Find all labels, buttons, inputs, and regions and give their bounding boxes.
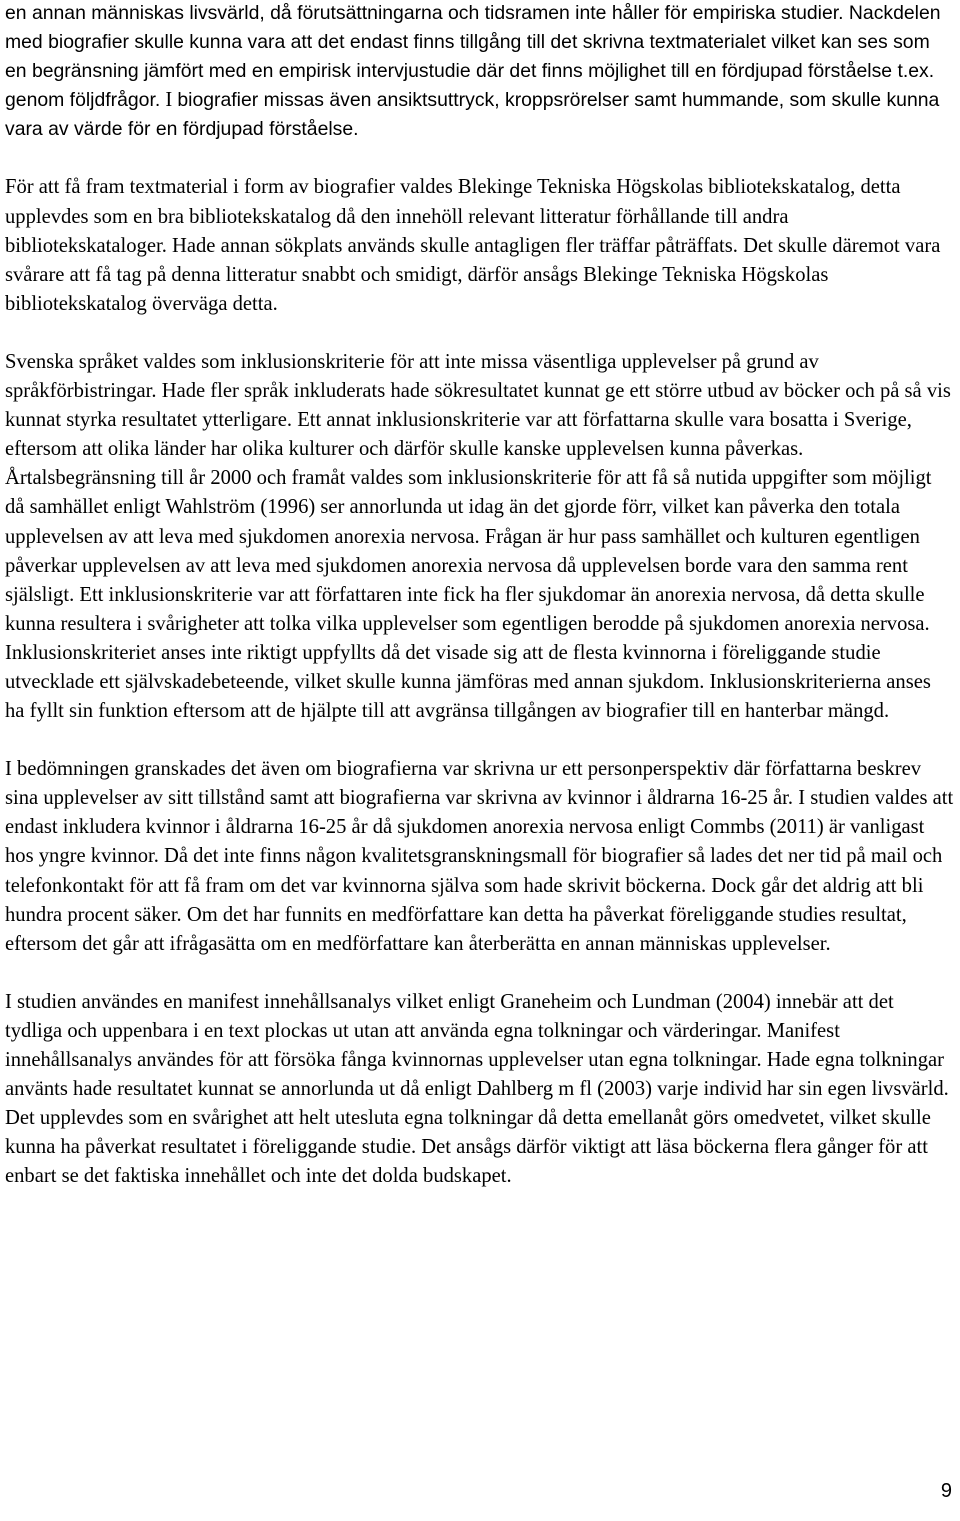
paragraph-1 — [5, 0, 955, 144]
paragraph-5-text: I studien användes en manifest innehållsanalys vilket enligt Graneheim och Lundman (2004) innebär att det tydliga och uppenbara i en text plockas ut utan att använda egna tolkningar och värderingar. Manifest innehållsanalys användes för att försöka fånga kvinnornas upplevelser utan egna tolkningar. Hade egna tolkningar använts hade resultatet kunnat se annorlunda ut då enligt Dahlberg m fl (2003) varje individ har sin egen livsvärld. Det upplevdes som en svårighet att helt utesluta egna tolkningar då detta emellanåt görs omedvetet, vilket skulle kunna ha påverkat resultatet i föreliggande studie. Det ansågs därför viktigt att läsa böckerna flera gånger för att enbart se det faktiska innehållet och inte det dolda budskapet. — [5, 990, 949, 1188]
paragraph-5 — [5, 988, 955, 1192]
paragraph-3 — [5, 348, 955, 726]
paragraph-4-text: I bedömningen granskades det även om biografierna var skrivna ur ett personperspektiv där författarna beskrev sina upplevelser av sitt tillstånd samt att biografierna var skrivna av kvinnor i åldrarna 16-25 år. I studien valdes att endast inkludera kvinnor i åldrarna 16-25 år då sjukdomen anorexia nervosa enligt Commbs (2011) är vanligast hos yngre kvinnor. Då det inte finns någon kvalitetsgranskningsmall för biografier så lades det ner tid på mail och telefonkontakt för att få fram om det var kvinnorna själva som hade skrivit böckerna. Dock går det aldrig att bli hundra procent säker. Om det har funnits en medförfattare kan detta ha påverkat föreliggande studies resultat, eftersom det går att ifrågasätta om en medförfattare kan återberätta en annan människas upplevelser. — [5, 758, 954, 955]
paragraph-2-text: För att få fram textmaterial i form av biografier valdes Blekinge Tekniska Högskolas bibliotekskatalog, detta upplevdes som en bra bibliotekskatalog då den innehöll relevant litteratur förhållande till andra bibliotekskataloger. Hade annan sökplats används skulle antagligen fler träffar påträffats. Det skulle däremot vara svårare att få tag på denna litteratur snabbt och smidigt, därför ansågs Blekinge Tekniska Högskolas bibliotekskatalog överväga detta. — [5, 176, 941, 315]
paragraph-1-segment-2: I — [160, 89, 178, 112]
paragraph-4 — [5, 755, 955, 959]
paragraph-1-segment-1: en annan människas livsvärld, då förutsättningarna och tidsramen inte håller för empiriska studier. Nackdelen med biografier skulle kunna vara att det endast finns tillgång till det skrivna textmaterialet vilket kan ses som en begränsning jämfört med en empirisk intervjustudie där det finns möjlighet till en fördjupad förståelse t.ex. genom följdfrågor. — [5, 2, 941, 112]
paragraph-1-segment-3: biografier missas även ansiktsuttryck, kroppsrörelser samt hummande, som skulle kunna vara av värde för en fördjupad förståelse. — [5, 89, 940, 141]
paragraph-3-text: Svenska språket valdes som inklusionskriterie för att inte missa väsentliga upplevelser på grund av språkförbistringar. Hade fler språk inkluderats hade sökresultatet kunnat ge ett större utbud av böcker och på så vis kunnat styrka resultatet ytterligare. Ett annat inklusionskriterie var att författarna skulle vara bosatta i Sverige, eftersom att olika länder har olika kulturer och därför skulle kanske upplevelsen kunna påverkas. Årtalsbegränsning till år 2000 och framåt valdes som inklusionskriterie för att få så nutida uppgifter som möjligt då samhället enligt Wahlström (1996) ser annorlunda ut idag än det gjorde förr, vilket kan påverka den totala upplevelsen av att leva med sjukdomen anorexia nervosa. Frågan är hur pass samhället och kulturen egentligen påverkar upplevelsen av att leva med sjukdomen anorexia nervosa då upplevelsen borde vara den samma rent själsligt. Ett inklusionskriterie var att författaren inte fick ha fler sjukdomar än anorexia nervosa, då detta skulle kunna resultera i svårigheter att tolka vilka upplevelser som egentligen berodde på sjukdomen anorexia nervosa. Inklusionskriteriet anses inte riktigt uppfyllts då det visade sig att de flesta kvinnorna i föreliggande studie utvecklade ett självskadebeteende, vilket skulle kunna jämföras med annan sjukdom. Inklusionskriterierna anses ha fyllt sin funktion eftersom att de hjälpte till att avgränsa tillgången av biografier till en hanterbar mängd. — [5, 350, 951, 723]
paragraph-2 — [5, 173, 955, 318]
page-number: 9 — [940, 1480, 952, 1502]
document-page — [5, 0, 955, 1191]
